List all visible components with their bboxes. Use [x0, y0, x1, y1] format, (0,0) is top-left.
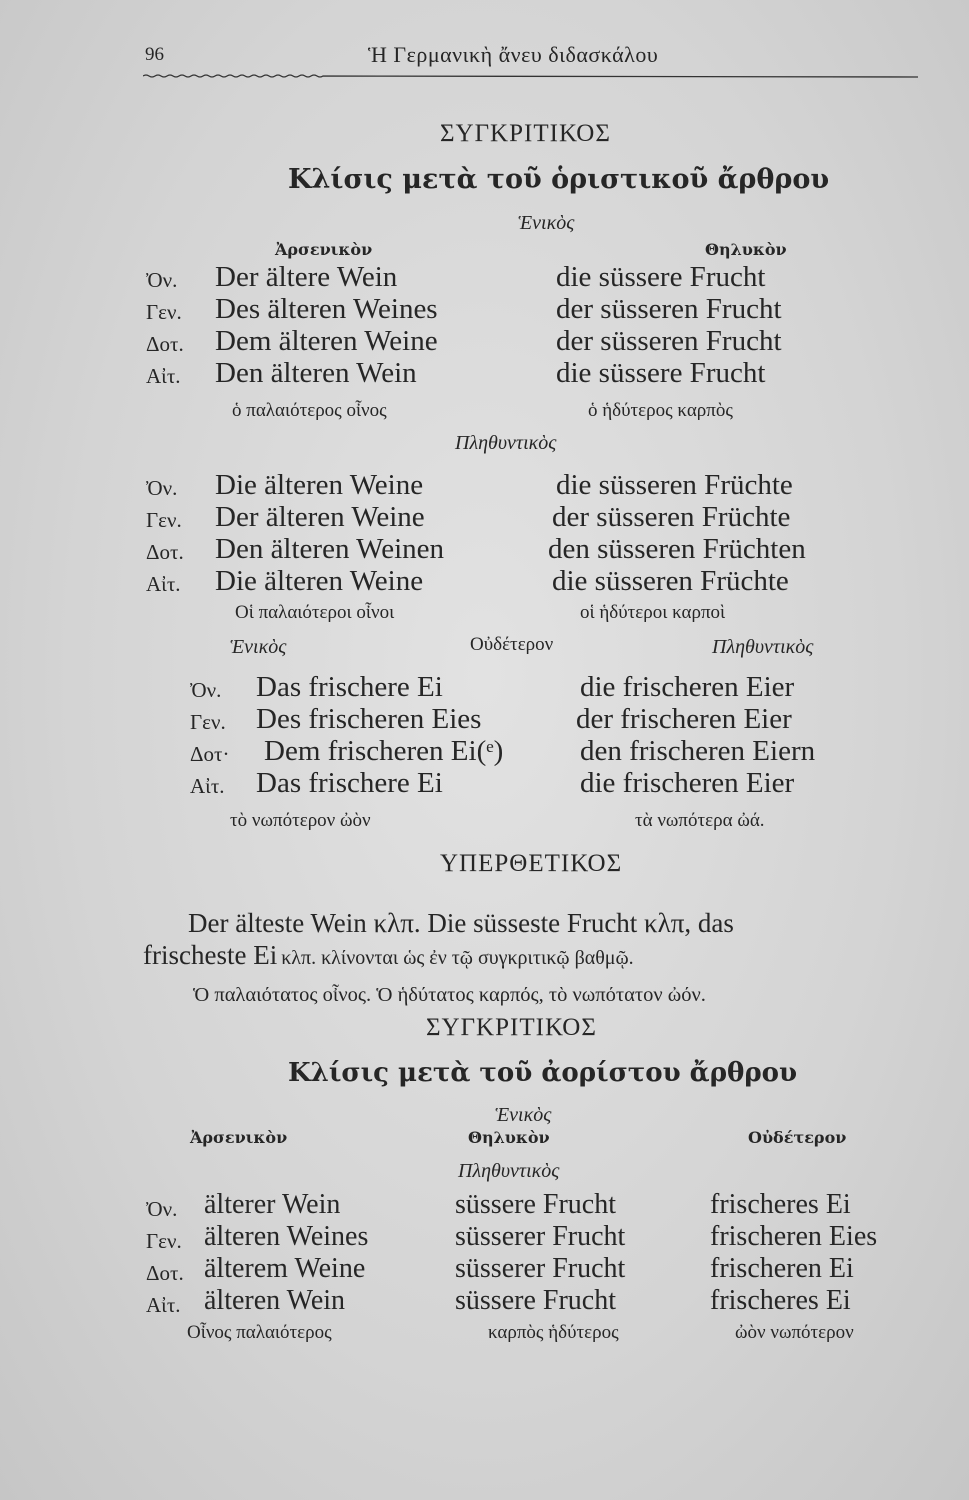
s2-neut-dat: frischeren Ei [710, 1253, 854, 1284]
pl-masc-gen: Der älteren Weine [215, 501, 425, 533]
s2-masc-dat: älterem Weine [204, 1253, 366, 1284]
case-label: Γεν. [190, 710, 226, 734]
masculine-label: Ἀρσενικὸν [275, 240, 373, 259]
section2-title: ΣΥΓΚΡΙΤΙΚΟΣ [426, 1014, 597, 1041]
section2-neut-label: Οὐδέτερον [748, 1128, 847, 1147]
pl-fem-acc: die süsseren Früchte [552, 565, 789, 597]
superlative-title: ΥΠΕΡΘΕΤΙΚΟΣ [440, 850, 623, 877]
neut-sg-acc: Das frischere Ei [256, 767, 443, 799]
case-label: Δοτ. [146, 332, 184, 356]
sg-masc-gen: Des älteren Weines [215, 293, 438, 325]
section2-singular-label: Ἑνικὸς [495, 1104, 552, 1126]
section2-plural-label: Πληθυντικὸς [458, 1160, 560, 1182]
feminine-label: Θηλυκὸν [705, 240, 787, 259]
case-label: Δοτ. [146, 1261, 184, 1285]
superlative-line1: Der älteste Wein κλπ. Die süsseste Frucht κλπ, das [188, 908, 734, 938]
sg-fem-acc: die süssere Frucht [556, 357, 766, 389]
sg-masc-gloss: ὁ παλαιότερος οἶνος [232, 400, 387, 421]
section1-title: ΣΥΓΚΡΙΤΙΚΟΣ [440, 120, 611, 147]
case-label: Ὀν. [146, 268, 178, 292]
neut-sg-dat: Dem frischeren Ei(ᵉ) [264, 735, 504, 767]
superlative-line3: Ὁ παλαιότατος οἶνος. Ὁ ἡδύτατος καρπός, τὸ νωπότατον ὠόν. [193, 984, 706, 1006]
neut-pl-acc: die frischeren Eier [580, 767, 795, 799]
case-label: Αἰτ. [146, 364, 181, 388]
pl-masc-dat: Den älteren Weinen [215, 533, 445, 565]
sg-fem-nom: die süssere Frucht [556, 261, 766, 293]
sg-masc-nom: Der ältere Wein [215, 261, 398, 293]
section2-subtitle: Κλίσις μετὰ τοῦ ἀορίστου ἄρθρου [288, 1058, 797, 1088]
neut-sg-gen: Des frischeren Eies [256, 703, 482, 735]
case-label: Γεν. [146, 508, 182, 532]
case-label: Αἰτ. [190, 774, 225, 798]
sg-masc-dat: Dem älteren Weine [215, 325, 438, 357]
pl-masc-acc: Die älteren Weine [215, 565, 424, 597]
header-rule [143, 74, 918, 80]
superlative-line2-greek: κλπ. κλίνονται ὡς ἐν τῷ συγκριτικῷ βαθμῷ. [281, 947, 634, 969]
sg-fem-gloss: ὁ ἡδύτερος καρπὸς [588, 400, 733, 421]
pl-masc-gloss: Οἱ παλαιότεροι οἶνοι [235, 602, 395, 623]
section2-masc-label: Ἀρσενικὸν [190, 1128, 288, 1147]
case-label: Γεν. [146, 1229, 182, 1253]
pl-fem-dat: den süsseren Früchten [548, 533, 806, 565]
case-label: Δοτ. [146, 540, 184, 564]
s2-neut-nom: frischeres Ei [710, 1189, 851, 1220]
section1-singular-label: Ἑνικὸς [518, 212, 575, 234]
pl-fem-gloss: οἱ ἡδύτεροι καρποὶ [580, 602, 726, 623]
sg-fem-gen: der süsseren Frucht [556, 293, 782, 325]
s2-masc-nom: älterer Wein [204, 1189, 341, 1220]
s2-masc-gen: älteren Weines [204, 1221, 369, 1252]
case-label: Ὀν. [146, 476, 178, 500]
case-label: Γεν. [146, 300, 182, 324]
section1-plural-label: Πληθυντικὸς [455, 432, 557, 454]
s2-fem-dat: süsserer Frucht [455, 1253, 626, 1284]
neuter-singular-label: Ἑνικὸς [230, 636, 287, 658]
s2-fem-gloss: καρπὸς ἡδύτερος [488, 1322, 619, 1343]
case-label: Ὀν. [146, 1197, 178, 1221]
neut-pl-gloss: τὰ νωπότερα ὠά. [635, 810, 765, 831]
case-label: Αἰτ. [146, 1293, 181, 1317]
neut-pl-nom: die frischeren Eier [580, 671, 795, 703]
s2-masc-gloss: Οἶνος παλαιότερος [187, 1322, 332, 1343]
section1-subtitle: Κλίσις μετὰ τοῦ ὁριστικοῦ ἄρθρου [288, 164, 830, 195]
s2-masc-acc: älteren Wein [204, 1285, 346, 1316]
pl-fem-nom: die süsseren Früchte [556, 469, 793, 501]
case-label: Ὀν. [190, 678, 222, 702]
case-label: Δοτ· [190, 742, 230, 766]
pl-fem-gen: der süsseren Früchte [552, 501, 791, 533]
sg-fem-dat: der süsseren Frucht [556, 325, 782, 357]
section2-fem-label: Θηλυκὸν [468, 1128, 550, 1147]
page-number: 96 [145, 44, 164, 65]
superlative-line2-german: frischeste Ei [143, 940, 278, 970]
s2-fem-acc: süssere Frucht [455, 1285, 616, 1316]
neuter-label: Οὐδέτερον [470, 634, 554, 655]
running-head: Ἡ Γερμανικὴ ἄνευ διδασκάλου [368, 42, 659, 67]
neuter-plural-label: Πληθυντικὸς [712, 636, 814, 658]
neut-sg-gloss: τὸ νωπότερον ὠὸν [230, 810, 371, 831]
s2-neut-gloss: ὠὸν νωπότερον [735, 1322, 854, 1343]
sg-masc-acc: Den älteren Wein [215, 357, 417, 389]
superlative-line2 [143, 940, 634, 971]
neut-sg-nom: Das frischere Ei [256, 671, 443, 703]
pl-masc-nom: Die älteren Weine [215, 469, 424, 501]
neut-pl-dat: den frischeren Eiern [580, 735, 816, 767]
s2-neut-gen: frischeren Eies [710, 1221, 878, 1252]
s2-fem-nom: süssere Frucht [455, 1189, 616, 1220]
s2-neut-acc: frischeres Ei [710, 1285, 851, 1316]
neut-pl-gen: der frischeren Eier [576, 703, 792, 735]
case-label: Αἰτ. [146, 572, 181, 596]
s2-fem-gen: süsserer Frucht [455, 1221, 626, 1252]
